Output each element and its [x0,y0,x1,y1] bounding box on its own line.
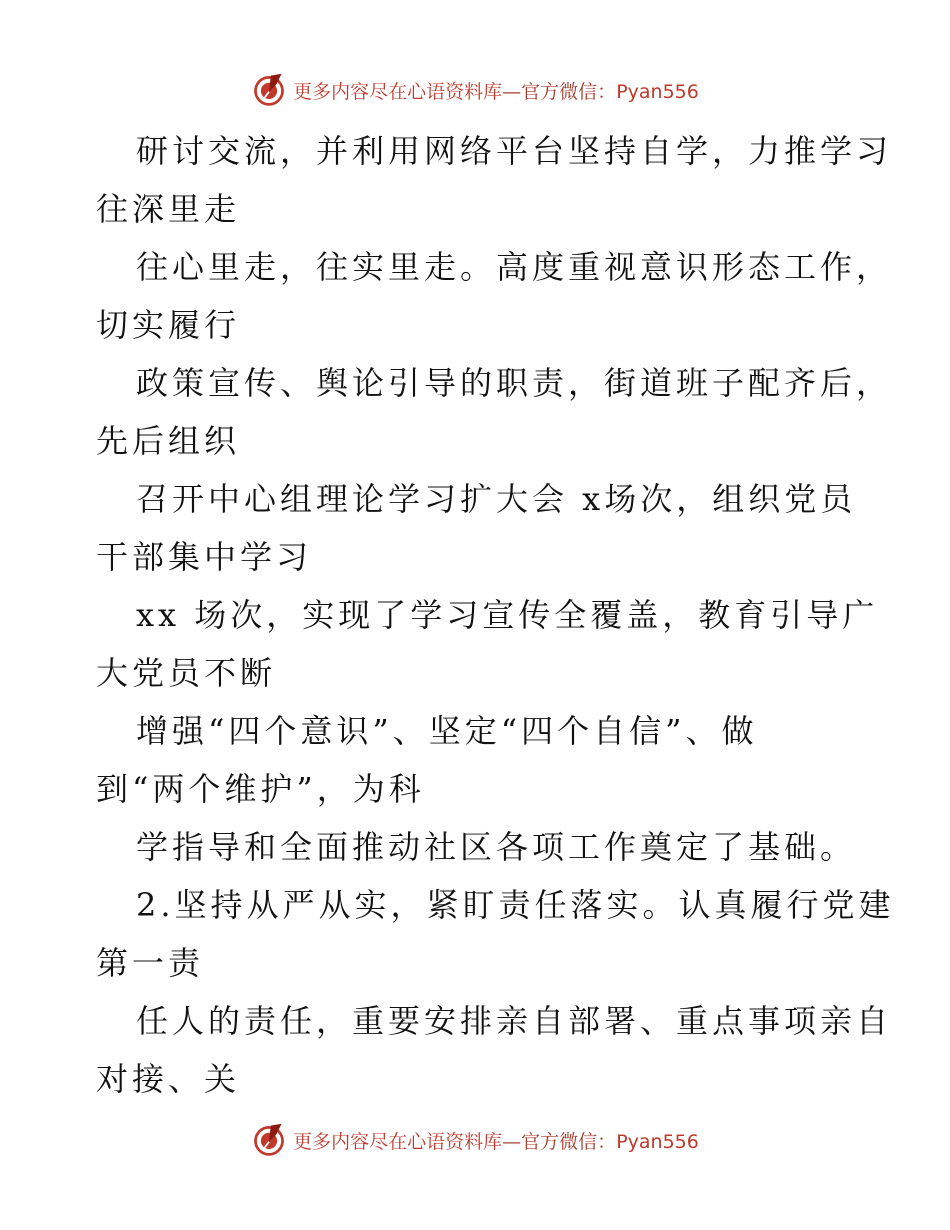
text-line: xx 场次，实现了学习宣传全覆盖，教育引导广 [136,596,879,634]
watermark-account: Pyan556 [616,80,699,103]
text-line: 切实履行 [96,306,241,344]
watermark-separator: — [502,80,522,103]
text-line: 2.坚持从严从实，紧盯责任落实。认真履行党建 [136,886,895,924]
text-line: 往深里走 [96,190,241,228]
text-line: 往心里走，往实里走。高度重视意识形态工作， [136,248,893,286]
watermark-account: Pyan556 [616,1130,699,1153]
watermark-official: 官方微信： [521,1130,617,1153]
watermark-text [293,1127,699,1154]
watermark-text [293,77,699,104]
document-body [96,122,895,1108]
text-line: 到“两个维护”，为科 [96,770,425,808]
header-watermark [0,68,950,112]
text-line: 先后组织 [96,422,241,460]
watermark-library: 更多内容尽在心语资料库 [293,80,503,103]
feather-pen-logo-icon [251,72,287,108]
text-line: 大党员不断 [96,654,277,692]
text-line: 干部集中学习 [96,538,313,576]
footer-watermark [0,1118,950,1162]
watermark-official: 官方微信： [521,80,617,103]
watermark-library: 更多内容尽在心语资料库 [293,1130,503,1153]
text-line: 学指导和全面推动社区各项工作奠定了基础。 [136,828,857,866]
text-line: 任人的责任，重要安排亲自部署、重点事项亲自 [136,1002,893,1040]
feather-pen-logo-icon [251,1122,287,1158]
text-line: 对接、关 [96,1060,241,1098]
text-line: 增强“四个意识”、坚定“四个自信”、做 [136,712,758,750]
text-line: 研讨交流，并利用网络平台坚持自学，力推学习 [136,132,893,170]
text-line: 第一责 [96,944,205,982]
watermark-separator: — [502,1130,522,1153]
text-line: 政策宣传、舆论引导的职责，街道班子配齐后， [136,364,893,402]
text-line: 召开中心组理论学习扩大会 x场次，组织党员 [136,480,857,518]
